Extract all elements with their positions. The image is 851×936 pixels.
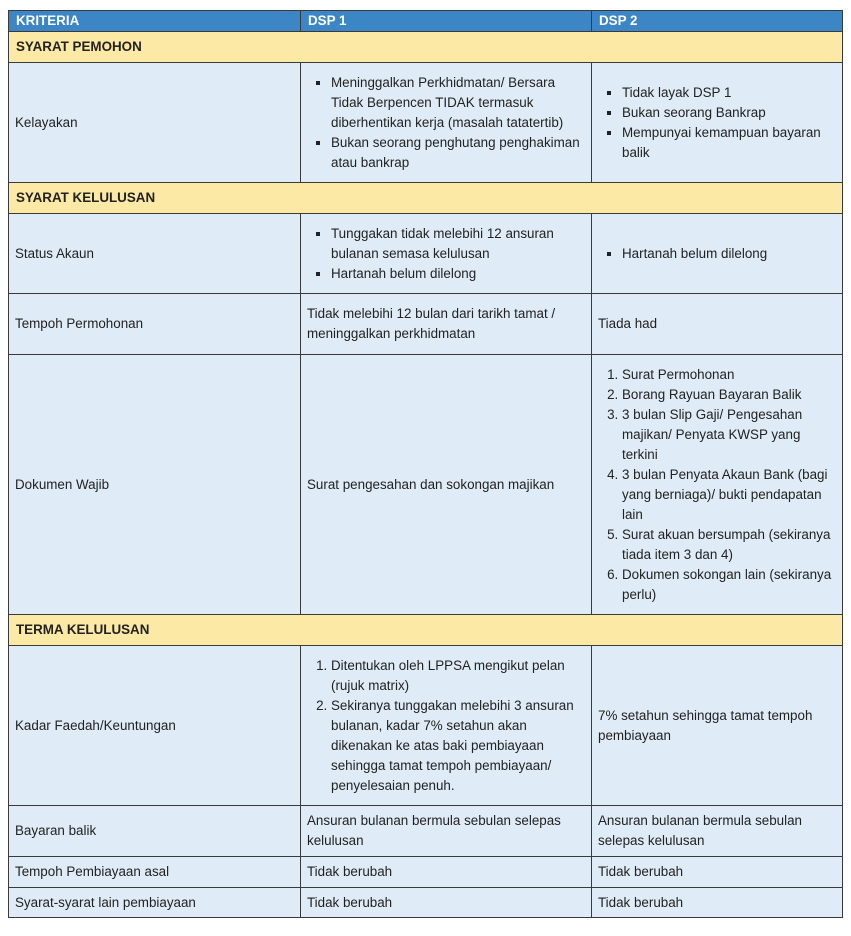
dsp1-cell: Ansuran bulanan bermula sebulan selepas kelulusan bbox=[301, 806, 592, 857]
list-item: ▪ Bukan seorang penghutang penghakiman atau bankrap bbox=[331, 133, 585, 173]
list-item: ▪ Tidak layak DSP 1 bbox=[622, 83, 836, 103]
row-label: Kelayakan bbox=[9, 63, 301, 183]
table-row-syarat-lain bbox=[9, 888, 843, 918]
dsp2-cell: Tidak berubah bbox=[592, 857, 843, 888]
dsp1-cell bbox=[301, 63, 592, 183]
dsp2-cell bbox=[592, 355, 843, 615]
dsp1-cell: Tidak berubah bbox=[301, 888, 592, 918]
dsp1-cell: Tidak melebihi 12 bulan dari tarikh tamat / meninggalkan perkhidmatan bbox=[301, 294, 592, 355]
criteria-table bbox=[8, 10, 843, 918]
row-label: Bayaran balik bbox=[9, 806, 301, 857]
row-label: Syarat-syarat lain pembiayaan bbox=[9, 888, 301, 918]
table-row-tempoh-pembiayaan bbox=[9, 857, 843, 888]
dsp1-cell bbox=[301, 646, 592, 806]
list-item: ▪ Tunggakan tidak melebihi 12 ansuran bulanan semasa kelulusan bbox=[331, 224, 585, 264]
row-label: Status Akaun bbox=[9, 214, 301, 294]
dsp1-cell: Surat pengesahan dan sokongan majikan bbox=[301, 355, 592, 615]
table-header-row bbox=[9, 11, 843, 32]
dsp2-cell: 7% setahun sehingga tamat tempoh pembiayaan bbox=[592, 646, 843, 806]
list-item: 2. Sekiranya tunggakan melebihi 3 ansuran bulanan, kadar 7% setahun akan dikenakan ke atas baki pembiayaan sehingga tamat tempoh pembiayaan/ penyelesaian penuh. bbox=[331, 696, 585, 796]
section-row-terma-kelulusan bbox=[9, 615, 843, 646]
list-item: 6. Dokumen sokongan lain (sekiranya perlu) bbox=[622, 565, 836, 605]
table-row-status-akaun bbox=[9, 214, 843, 294]
dsp2-cell bbox=[592, 63, 843, 183]
table-row-kadar-faedah bbox=[9, 646, 843, 806]
header-dsp2: DSP 2 bbox=[592, 11, 843, 32]
dsp2-cell: Tiada had bbox=[592, 294, 843, 355]
row-label: Kadar Faedah/Keuntungan bbox=[9, 646, 301, 806]
bullet-list bbox=[307, 73, 585, 173]
list-item: ▪ Bukan seorang Bankrap bbox=[622, 103, 836, 123]
row-label: Tempoh Pembiayaan asal bbox=[9, 857, 301, 888]
table-row-bayaran-balik bbox=[9, 806, 843, 857]
list-item: ▪ Hartanah belum dilelong bbox=[622, 244, 836, 264]
bullet-list bbox=[307, 224, 585, 284]
dsp2-cell bbox=[592, 214, 843, 294]
list-item: 5. Surat akuan bersumpah (sekiranya tiada item 3 dan 4) bbox=[622, 525, 836, 565]
dsp1-cell bbox=[301, 214, 592, 294]
dsp2-cell: Tidak berubah bbox=[592, 888, 843, 918]
row-label: Dokumen Wajib bbox=[9, 355, 301, 615]
numbered-list bbox=[307, 656, 585, 796]
list-item: 1. Surat Permohonan bbox=[622, 365, 836, 385]
table-row-kelayakan bbox=[9, 63, 843, 183]
section-row-syarat-kelulusan bbox=[9, 183, 843, 214]
list-item: 2. Borang Rayuan Bayaran Balik bbox=[622, 385, 836, 405]
dsp2-cell: Ansuran bulanan bermula sebulan selepas kelulusan bbox=[592, 806, 843, 857]
list-item: ▪ Meninggalkan Perkhidmatan/ Bersara Tidak Berpencen TIDAK termasuk diberhentikan kerja (masalah tatatertib) bbox=[331, 73, 585, 133]
list-item: 4. 3 bulan Penyata Akaun Bank (bagi yang berniaga)/ bukti pendapatan lain bbox=[622, 465, 836, 525]
header-dsp1: DSP 1 bbox=[301, 11, 592, 32]
numbered-list bbox=[598, 365, 836, 605]
table-row-dokumen-wajib bbox=[9, 355, 843, 615]
list-item: ▪ Hartanah belum dilelong bbox=[331, 264, 585, 284]
list-item: 3. 3 bulan Slip Gaji/ Pengesahan majikan/ Penyata KWSP yang terkini bbox=[622, 405, 836, 465]
list-item: ▪ Mempunyai kemampuan bayaran balik bbox=[622, 123, 836, 163]
list-item: 1. Ditentukan oleh LPPSA mengikut pelan (rujuk matrix) bbox=[331, 656, 585, 696]
section-title: SYARAT PEMOHON bbox=[9, 32, 843, 63]
section-row-syarat-pemohon bbox=[9, 32, 843, 63]
bullet-list bbox=[598, 83, 836, 163]
dsp1-cell: Tidak berubah bbox=[301, 857, 592, 888]
bullet-list bbox=[598, 244, 836, 264]
row-label: Tempoh Permohonan bbox=[9, 294, 301, 355]
header-kriteria: KRITERIA bbox=[9, 11, 301, 32]
section-title: SYARAT KELULUSAN bbox=[9, 183, 843, 214]
section-title: TERMA KELULUSAN bbox=[9, 615, 843, 646]
table-row-tempoh-permohonan bbox=[9, 294, 843, 355]
